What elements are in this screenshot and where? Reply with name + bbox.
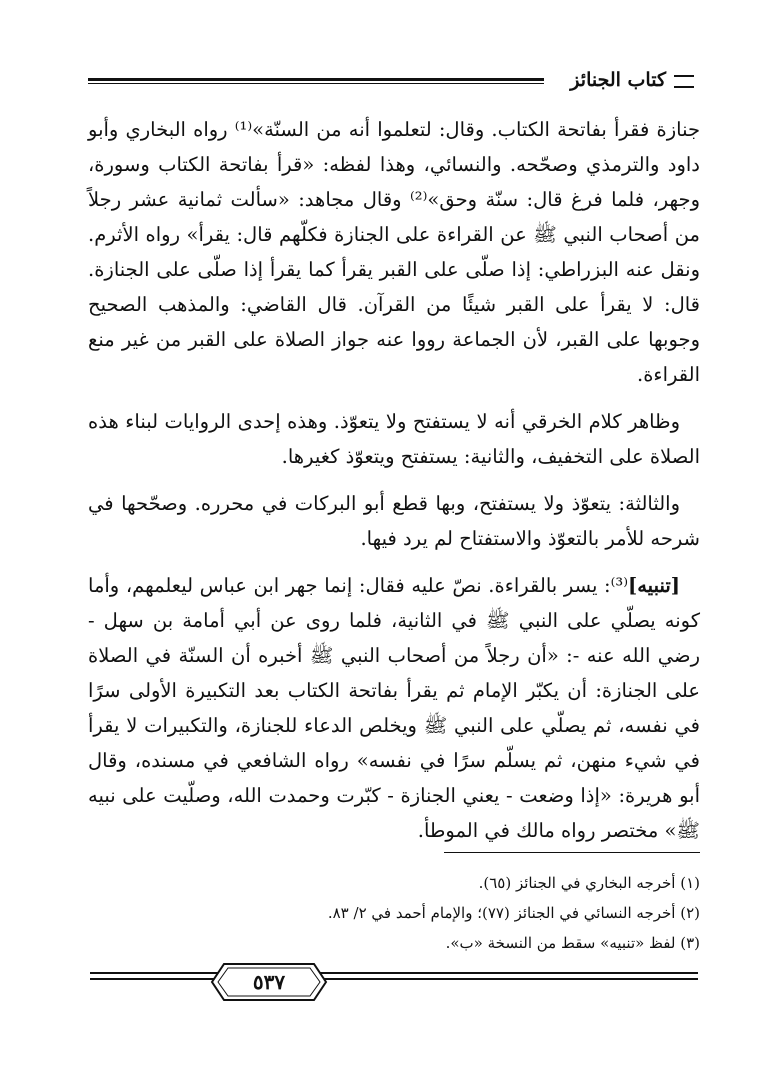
footnote-2: (٢) أخرجه النسائي في الجنائز (٧٧)؛ والإمام أحمد في ٢/ ٨٣. [327,904,700,922]
note-label: [تنبيه] [628,574,680,597]
main-text [88,112,700,860]
paragraph-1: جنازة فقرأ بفاتحة الكتاب. وقال: لتعلموا أنه من السنّة»⁽¹⁾ رواه البخاري وأبو داود والترمذي وصحّحه. والنسائي، وهذا لفظه: «قرأ بفاتحة الكتاب وسورة، وجهر، فلما فرغ قال: سنّة وحق»⁽²⁾ وقال مجاهد: «سألت ثمانية عشر رجلاً من أصحاب النبي ﷺ عن القراءة على الجنازة فكلّهم قال: يقرأ» رواه الأثرم. ونقل عنه البزراطي: إذا صلّى على القبر يقرأ كما يقرأ إذا صلّى على الجنازة. قال: لا يقرأ على القبر شيئًا من القرآن. قال القاضي: والمذهب الصحيح وجوبها على القبر، لأن الجماعة رووا عنه جواز الصلاة على القبر من غير منع القراءة. [88,118,701,386]
note-paragraph [88,568,700,848]
paragraph-2: وظاهر كلام الخرقي أنه لا يستفتح ولا يتعوّذ. وهذه إحدى الروايات لبناء هذه الصلاة على التخفيف، والثانية: يستفتح ويتعوّذ كغيرها. [88,410,700,468]
running-header [88,66,694,96]
note-text: ⁽³⁾: يسر بالقراءة. نصّ عليه فقال: إنما جهر ابن عباس ليعلمهم، وأما كونه يصلّي على النبي ﷺ في الثانية، فلما روى عن أبي أمامة بن سهل - رضي الله عنه -: «أن رجلاً من أصحاب النبي ﷺ أخبره أن السنّة في الصلاة على الجنازة: أن يكبّر الإمام ثم يقرأ بفاتحة الكتاب بعد التكبيرة الأولى سرًا في نفسه، ثم يصلّي على النبي ﷺ ويخلص الدعاء للجنازة، والتكبيرات لا يقرأ في شيء منهن، ثم يسلّم سرًا في نفسه» رواه الشافعي في مسنده، وقال أبو هريرة: «إذا وضعت - يعني الجنازة - كبّرت وحمدت الله، وصلّيت على نبيه ﷺ» مختصر رواه مالك في الموطأ. [88,574,700,842]
footer-rule-bottom [90,978,698,980]
paragraph-3: والثالثة: يتعوّذ ولا يستفتح، وبها قطع أبو البركات في محرره. وصحّحها في شرحه للأمر بالتعوّذ والاستفتاح لم يرد فيها. [88,492,700,550]
footnote-separator [444,852,700,853]
header-rule [88,78,544,84]
header-title: كتاب الجنائز [570,69,666,91]
page-footer [90,958,698,1008]
footnotes [88,868,700,958]
footnote-1: (١) أخرجه البخاري في الجنائز (٦٥). [478,874,700,892]
header-double-bar-ornament [674,75,694,88]
page-number: ٥٣٧ [252,970,286,994]
footnote-3: (٣) لفظ «تنبيه» سقط من النسخة «ب». [445,934,700,952]
footer-rule-top [90,972,698,974]
